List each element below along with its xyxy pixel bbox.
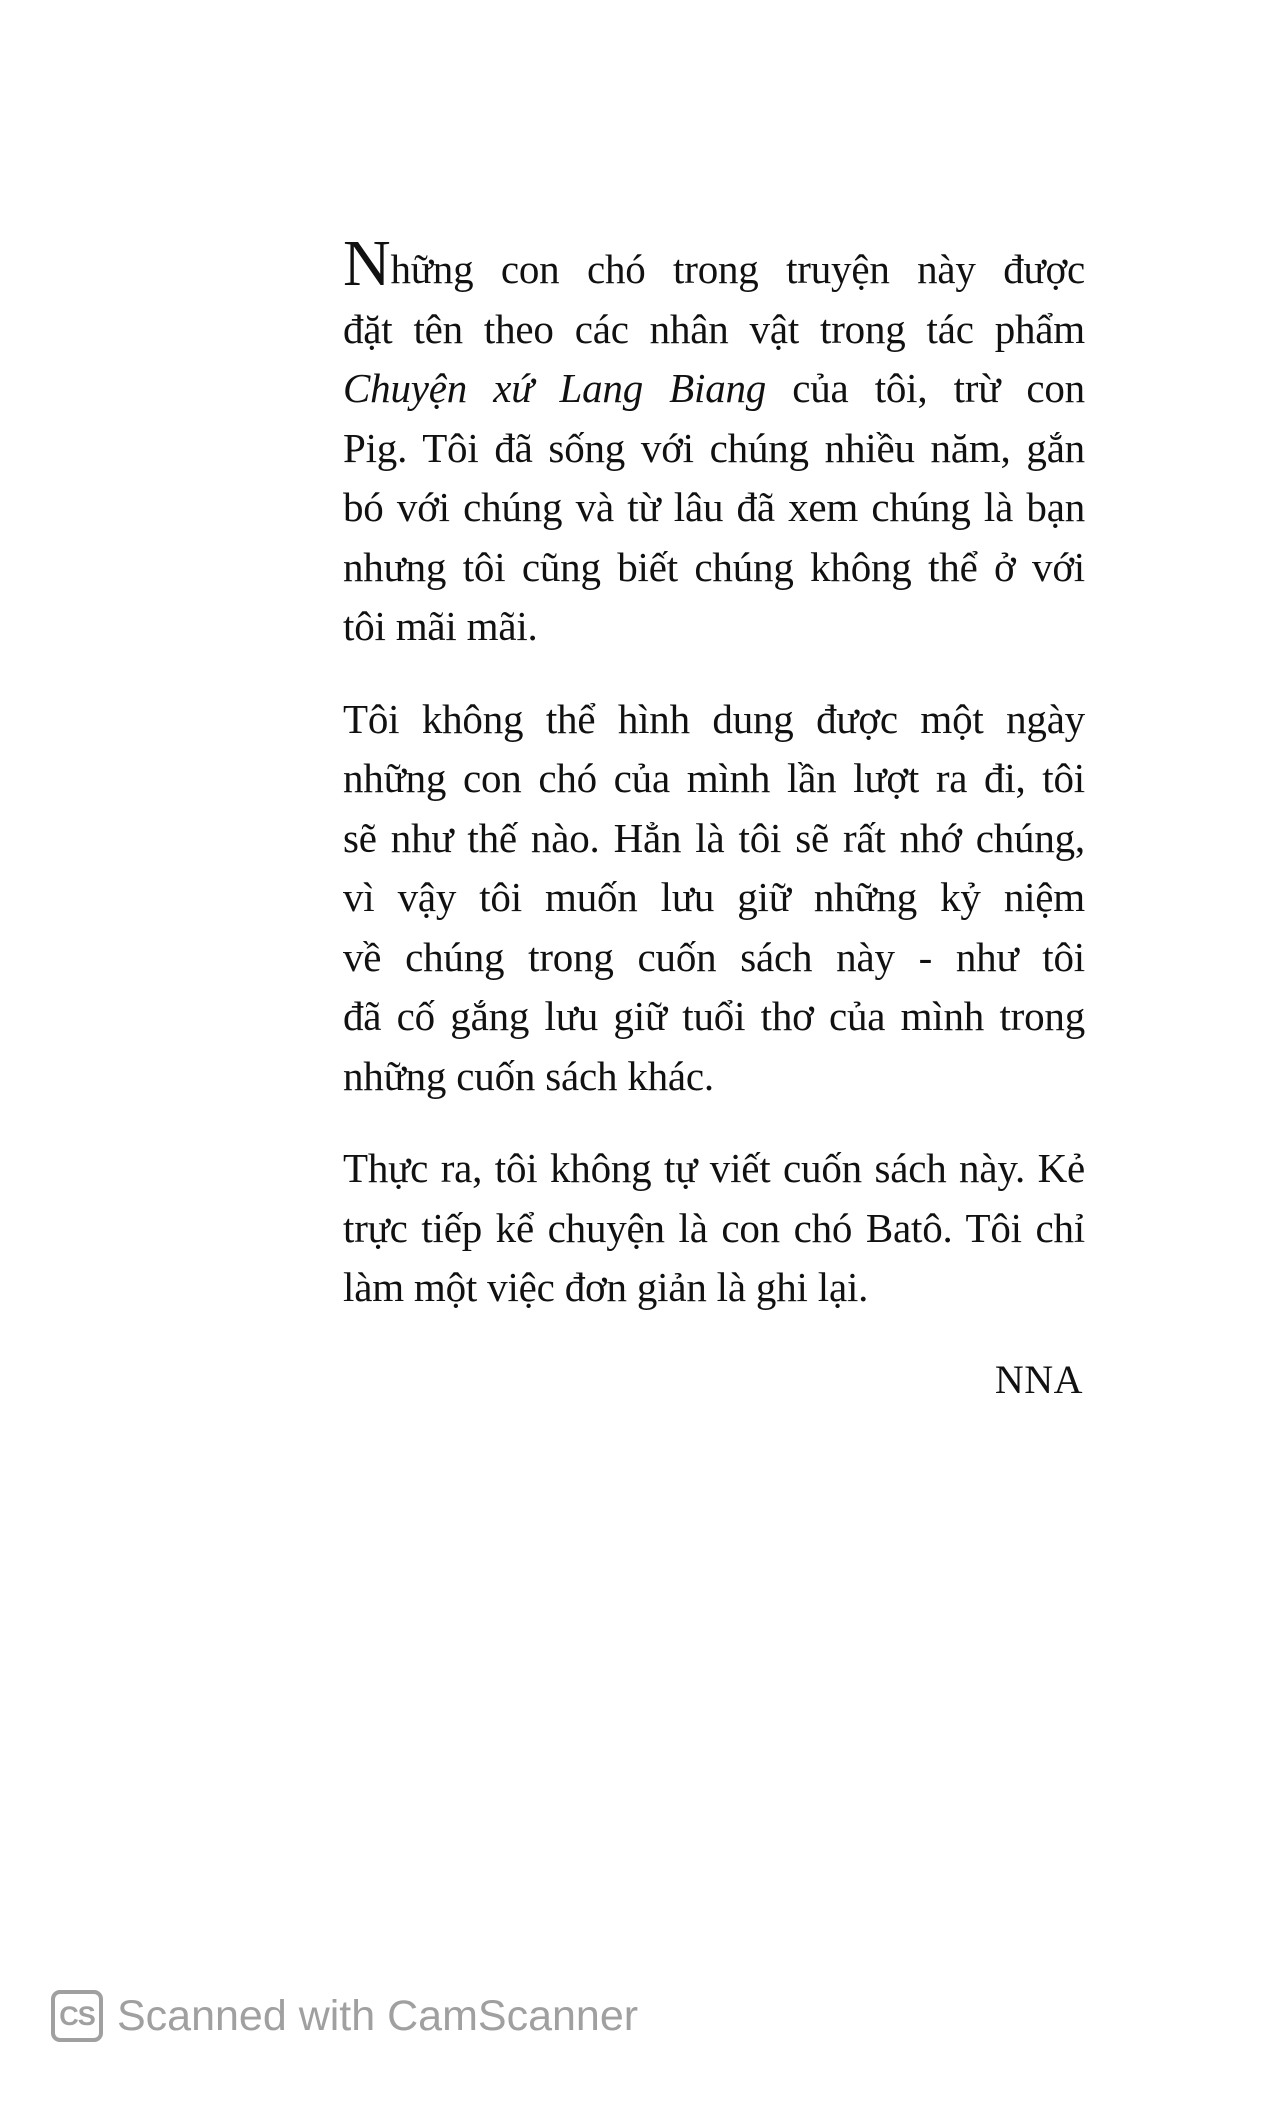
scanner-watermark <box>51 1990 638 2042</box>
text-line: Chuyện xứ Lang Biang của tôi, trừ con <box>343 365 1085 411</box>
text-line: những cuốn sách khác. <box>343 1052 714 1099</box>
text-line: bó với chúng và từ lâu đã xem chúng là bạn <box>343 484 1085 530</box>
text-line: làm một việc đơn giản là ghi lại. <box>343 1264 869 1310</box>
text-line: về chúng trong cuốn sách này - như tôi <box>343 933 1085 980</box>
paragraph-1 <box>343 227 1085 657</box>
book-title: Chuyện xứ Lang Biang <box>343 365 767 411</box>
author-signature: NNA <box>994 1357 1083 1402</box>
text-line: Tôi không thể hình dung được một ngày <box>343 695 1085 742</box>
text-line: Pig. Tôi đã sống với chúng nhiều năm, gắn <box>343 424 1085 471</box>
paragraph-2 <box>343 690 1085 1107</box>
text-line: những con chó của mình lần lượt ra đi, tôi <box>343 755 1085 801</box>
drop-cap: N <box>343 227 391 300</box>
body-text <box>343 227 1085 1351</box>
text-line: vì vậy tôi muốn lưu giữ những kỷ niệm <box>343 874 1085 920</box>
text-line: Thực ra, tôi không tự viết cuốn sách này. Kẻ <box>343 1145 1085 1191</box>
text-line: đặt tên theo các nhân vật trong tác phẩm <box>343 305 1085 352</box>
paragraph-3 <box>343 1139 1085 1318</box>
text-line: sẽ như thế nào. Hẳn là tôi sẽ rất nhớ chúng, <box>343 814 1085 861</box>
text-line: Những con chó trong truyện này được <box>343 227 1085 300</box>
watermark-text: Scanned with CamScanner <box>117 1991 639 2040</box>
text-line: nhưng tôi cũng biết chúng không thể ở với <box>343 543 1085 590</box>
text-line: tôi mãi mãi. <box>343 603 538 649</box>
camscanner-logo-icon: CS <box>51 1990 103 2042</box>
text-line: trực tiếp kể chuyện là con chó Batô. Tôi chỉ <box>343 1204 1085 1251</box>
text-line: đã cố gắng lưu giữ tuổi thơ của mình trong <box>343 993 1085 1039</box>
